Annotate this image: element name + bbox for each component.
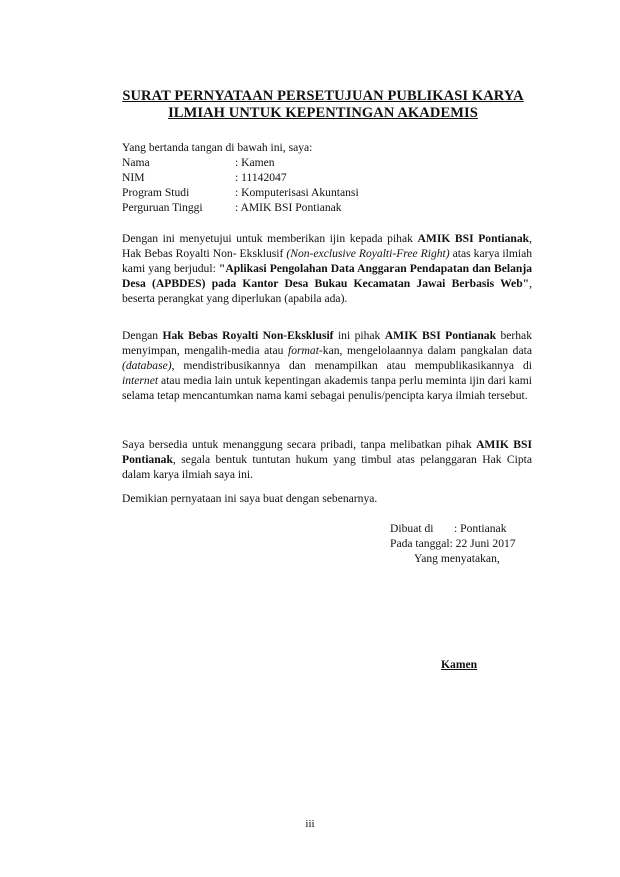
- place-label: Dibuat di: [390, 522, 434, 535]
- identity-row-nama: [122, 155, 359, 170]
- para1-work-title: "Aplikasi Pengolahan Data Anggaran Pendapatan dan Belanja Desa (APBDES) pada Kantor Desa Bukau Kecamatan Jawai Berbasis Web": [122, 262, 532, 290]
- identity-row-prodi: [122, 185, 359, 200]
- date-label: Pada tanggal: [390, 537, 450, 550]
- para1-text-2: , Hak Bebas Royalti Non- Eksklusif: [122, 232, 533, 260]
- para2-text-2: ini pihak: [333, 329, 385, 342]
- title-line-2: ILMIAH UNTUK KEPENTINGAN AKADEMIS: [168, 105, 478, 121]
- para2-internet: internet: [122, 374, 159, 387]
- signature-place-row: [390, 521, 516, 536]
- para1-text-1: Dengan ini menyetujui untuk memberikan ijin kepada pihak: [122, 232, 418, 245]
- signature-block: [390, 521, 516, 566]
- para2-institution: AMIK BSI Pontianak: [384, 329, 497, 342]
- prodi-label: Program Studi: [122, 186, 190, 199]
- signer-name: Kamen: [441, 658, 478, 671]
- para2-text-6: atau media lain untuk kepentingan akademis tanpa perlu meminta ijin dari kami selama tetap mencantumkan nama kami sebagai penulis/pencipta karya ilmiah tersebut.: [122, 374, 532, 402]
- para2-text-1: Dengan: [122, 329, 163, 342]
- nama-value: : Kamen: [235, 156, 275, 169]
- place-value: : Pontianak: [454, 522, 507, 535]
- nim-value: : 11142047: [235, 171, 287, 184]
- date-value: : 22 Juni 2017: [449, 537, 516, 550]
- para2-format: format: [288, 344, 319, 357]
- paragraph-closing: Demikian pernyataan ini saya buat dengan sebenarnya.: [122, 492, 378, 505]
- para3-text-1: Saya bersedia untuk menanggung secara pribadi, tanpa melibatkan pihak: [122, 438, 477, 451]
- para2-text-4: -kan, mengelolaannya dalam pangkalan data: [318, 344, 532, 357]
- paragraph-consent: [122, 231, 532, 306]
- nim-label: NIM: [122, 171, 145, 184]
- identity-row-perguruan-tinggi: [122, 200, 359, 215]
- page-number: iii: [305, 818, 315, 830]
- signature-statement: Yang menyatakan,: [414, 552, 500, 565]
- para2-text-5: , mendistribusikannya dan menampilkan atau mempublikasikannya di: [171, 359, 532, 372]
- para2-text-3: berhak menyimpan, mengalih-media atau: [122, 329, 532, 357]
- paragraph-liability: [122, 437, 532, 482]
- pt-value: : AMIK BSI Pontianak: [235, 201, 342, 214]
- para2-license: Hak Bebas Royalti Non-Eksklusif: [162, 329, 334, 342]
- pt-label: Perguruan Tinggi: [122, 201, 203, 214]
- signature-date-row: [390, 536, 516, 551]
- para3-institution: AMIK BSI Pontianak: [122, 438, 532, 466]
- para1-license-term: (Non-exclusive Royalti-Free Right): [286, 247, 450, 260]
- identity-table: [122, 155, 359, 215]
- identity-row-nim: [122, 170, 359, 185]
- paragraph-rights: [122, 328, 532, 403]
- para2-database: (database): [122, 359, 172, 372]
- intro-text: Yang bertanda tangan di bawah ini, saya:: [122, 141, 313, 154]
- nama-label: Nama: [122, 156, 150, 169]
- para3-text-2: , segala bentuk tuntutan hukum yang timbul atas pelanggaran Hak Cipta dalam karya ilmiah saya ini.: [122, 453, 532, 481]
- para1-text-4: , beserta perangkat yang diperlukan (apabila ada).: [122, 277, 532, 305]
- prodi-value: : Komputerisasi Akuntansi: [235, 186, 359, 199]
- para1-text-3: atas karya ilmiah kami yang berjudul:: [122, 247, 533, 275]
- title-line-1: SURAT PERNYATAAN PERSETUJUAN PUBLIKASI KARYA: [122, 88, 524, 104]
- para1-institution: AMIK BSI Pontianak: [417, 232, 530, 245]
- document-title: [112, 88, 534, 122]
